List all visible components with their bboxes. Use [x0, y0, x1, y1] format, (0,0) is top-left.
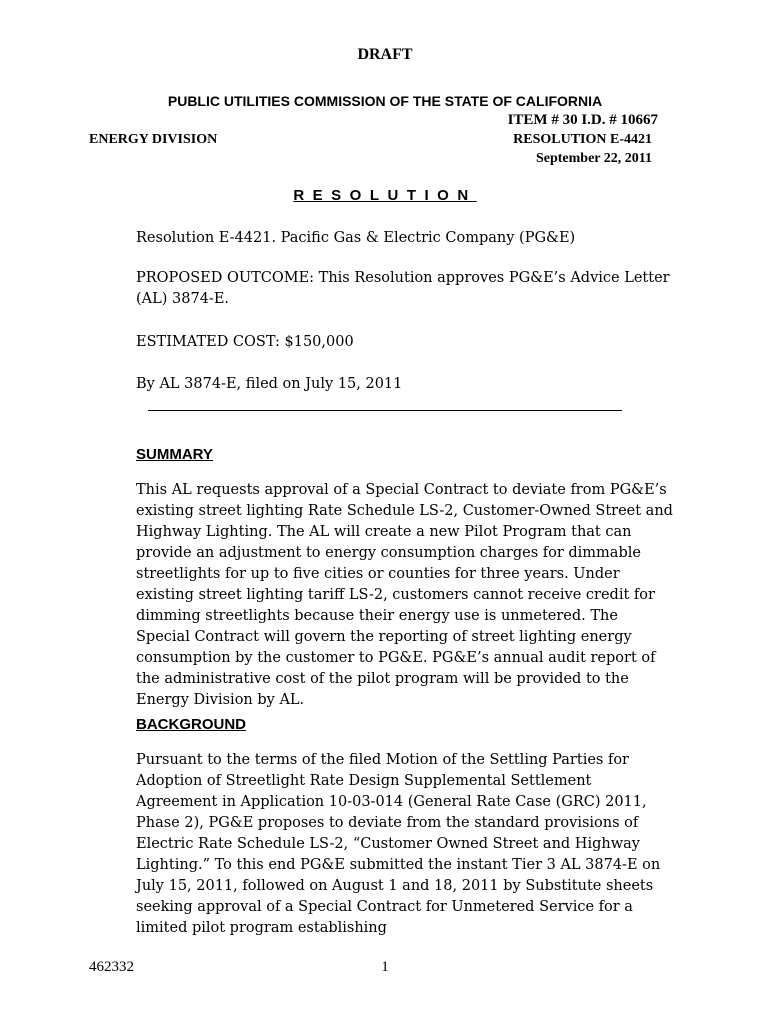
- draft-label: DRAFT: [357, 46, 413, 63]
- agency-heading: PUBLIC UTILITIES COMMISSION OF THE STATE OF CALIFORNIA: [167, 93, 603, 109]
- resolution-title: RESOLUTION: [293, 187, 477, 204]
- resolution-subject: Resolution E-4421. Pacific Gas & Electric Company (PG&E): [136, 230, 576, 246]
- resolution-number: RESOLUTION E-4421: [513, 132, 652, 147]
- proposed-outcome: PROPOSED OUTCOME: This Resolution approves PG&E’s Advice Letter (AL) 3874-E.: [136, 270, 670, 307]
- background-text: Pursuant to the terms of the filed Motion of the Settling Parties for Adoption of Streetlight Rate Design Supplemental Settlement Agreement in Application 10-03-014 (General Rate Case (GRC) 2011, Phase 2), PG&E proposes to deviate from the standard provisions of Electric Rate Schedule LS-2, “Customer Owned Street and Highway Lighting.” To this end PG&E submitted the instant Tier 3 AL 3874-E on July 15, 2011, followed on August 1 and 18, 2011 by Substitute sheets seeking approval of a Special Contract for Unmetered Service for a limited pilot program establishing: [136, 752, 661, 936]
- estimated-cost: ESTIMATED COST: $150,000: [136, 334, 354, 350]
- resolution-date: September 22, 2011: [535, 151, 652, 166]
- filing-info: By AL 3874-E, filed on July 15, 2011: [136, 376, 403, 392]
- division-label: ENERGY DIVISION: [89, 132, 218, 147]
- divider-rule: [148, 410, 622, 411]
- summary-text: This AL requests approval of a Special Contract to deviate from PG&E’s existing street lighting Rate Schedule LS-2, Customer-Owned Street and Highway Lighting. The AL will create a new Pilot Program that can provide an adjustment to energy consumption charges for dimmable streetlights for up to five cities or counties for three years. Under existing street lighting tariff LS-2, customers cannot receive credit for dimming streetlights because their energy use is unmetered. The Special Contract will govern the reporting of street lighting energy consumption by the customer to PG&E. PG&E’s annual audit report of the administrative cost of the pilot program will be provided to the Energy Division by AL.: [136, 482, 673, 708]
- background-heading: BACKGROUND: [136, 716, 246, 733]
- document-number: 462332: [89, 959, 134, 975]
- page-number: 1: [381, 959, 389, 975]
- item-id: ITEM # 30 I.D. # 10667: [507, 112, 658, 128]
- summary-heading: SUMMARY: [136, 446, 213, 463]
